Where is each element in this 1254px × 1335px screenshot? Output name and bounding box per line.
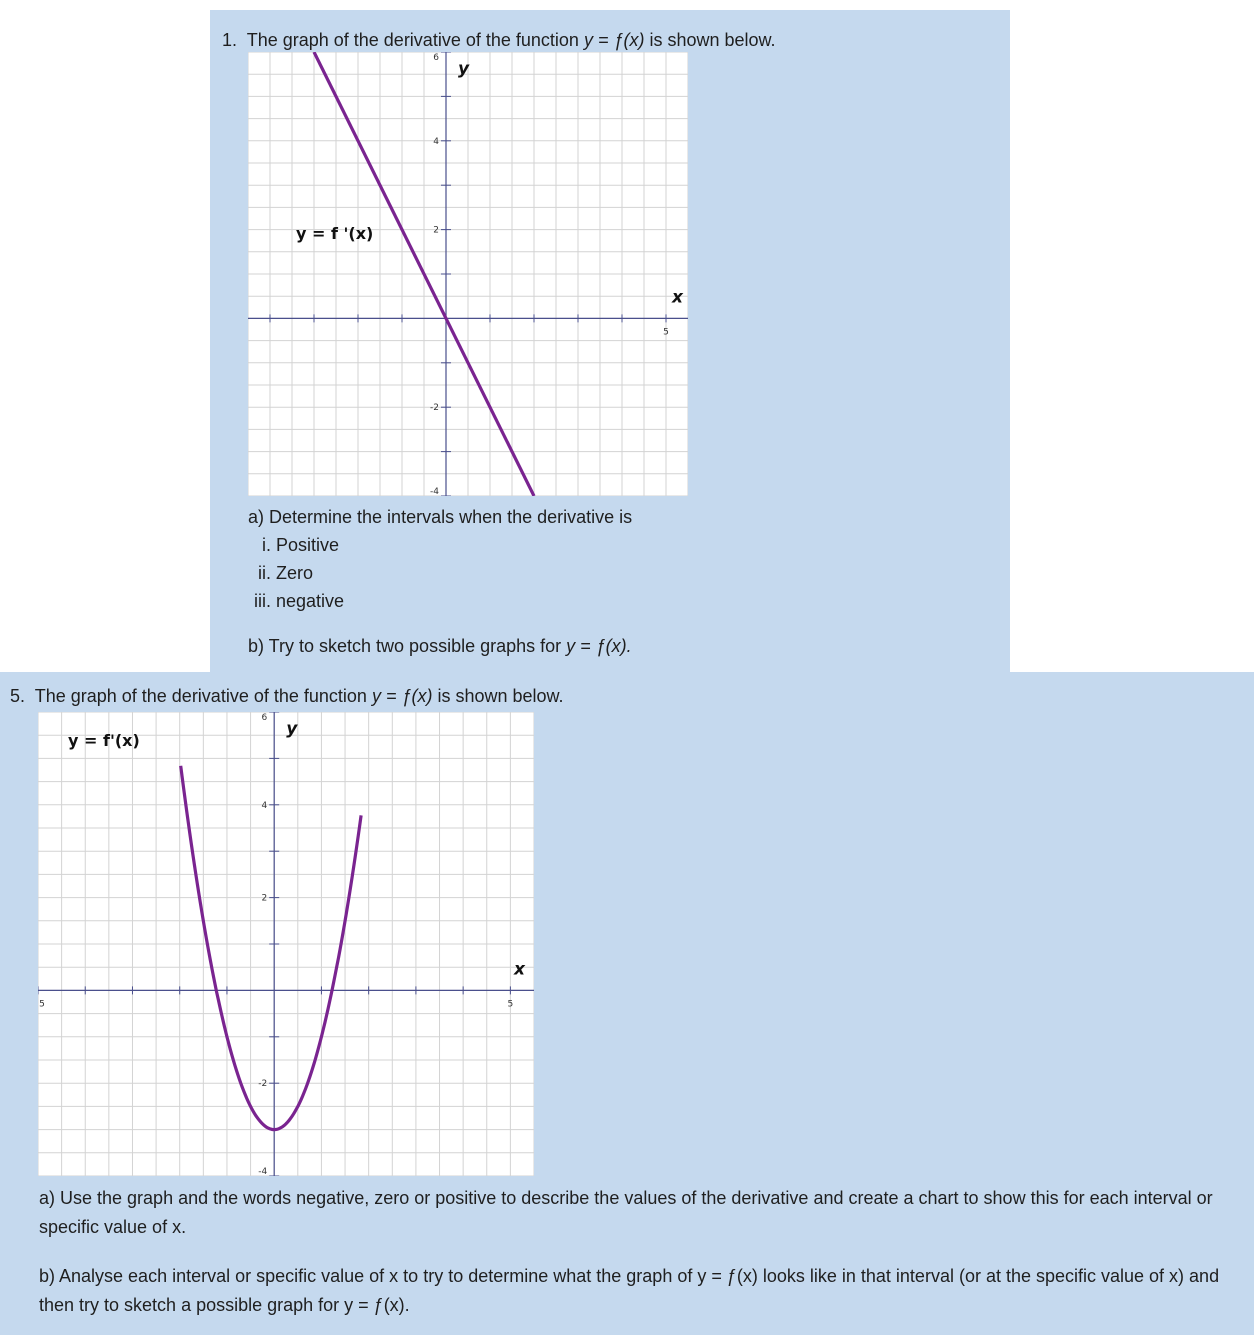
q5-intro-suffix: is shown below.	[437, 686, 564, 706]
q1-part-a-item-negative: iii. negative	[254, 591, 345, 611]
q1-intro-text: The graph of the derivative of the function	[246, 30, 579, 50]
y-tick-label: 4	[261, 800, 268, 811]
x-tick-label: 5	[39, 999, 45, 1010]
y-tick-label: 2	[261, 893, 268, 904]
q5-part-b: b) Analyse each interval or specific value of x to try to determine what the graph of y = ƒ(x) looks like in that interval (or at the specific value of x) and then try to sketch a possible graph for y = ƒ(x).	[39, 1266, 1220, 1315]
q5-intro-text: The graph of the derivative of the function	[34, 686, 367, 706]
y-axis-label: y	[458, 59, 470, 79]
x-axis-label: x	[672, 287, 683, 308]
q1-part-a-item-positive: i. Positive	[262, 535, 340, 555]
q5-intro-fn: y = ƒ(x)	[371, 686, 433, 706]
x-tick-label: 5	[663, 327, 669, 338]
y-tick-label: -4	[258, 1167, 268, 1176]
function-label: y = f '(x)	[296, 224, 374, 243]
q1-part-b-fn: y = ƒ(x).	[566, 636, 632, 656]
y-tick-label: -2	[430, 403, 439, 414]
q1-part-b	[248, 635, 632, 657]
q5-derivative-graph	[38, 712, 534, 1176]
q1-part-a-item-zero: ii. Zero	[258, 563, 314, 583]
q5-part-a: a) Use the graph and the words negative, zero or positive to describe the values of the derivative and create a chart to show this for each interval or specific value of x.	[39, 1188, 1213, 1237]
function-label: y = f'(x)	[68, 731, 140, 750]
y-tick-label: 2	[433, 225, 439, 236]
q1-part-a: a) Determine the intervals when the derivative is	[248, 507, 633, 527]
q1-heading	[222, 29, 776, 51]
q5-heading	[10, 685, 564, 707]
q1-intro-fn: y = ƒ(x)	[583, 30, 645, 50]
q1-number: 1.	[222, 30, 238, 50]
q5-number: 5.	[10, 686, 26, 706]
y-axis-label: y	[286, 719, 298, 739]
q1-intro-suffix: is shown below.	[649, 30, 776, 50]
q1-part-b-text: b) Try to sketch two possible graphs for	[248, 636, 562, 656]
y-tick-label: 6	[261, 713, 268, 723]
y-tick-label: -2	[258, 1079, 268, 1090]
y-tick-label: 4	[433, 136, 439, 147]
y-tick-label: 6	[433, 53, 439, 63]
q1-derivative-graph	[248, 52, 688, 496]
y-tick-label: -4	[430, 487, 439, 496]
x-axis-label: x	[514, 959, 525, 980]
x-tick-label: 5	[507, 999, 514, 1010]
